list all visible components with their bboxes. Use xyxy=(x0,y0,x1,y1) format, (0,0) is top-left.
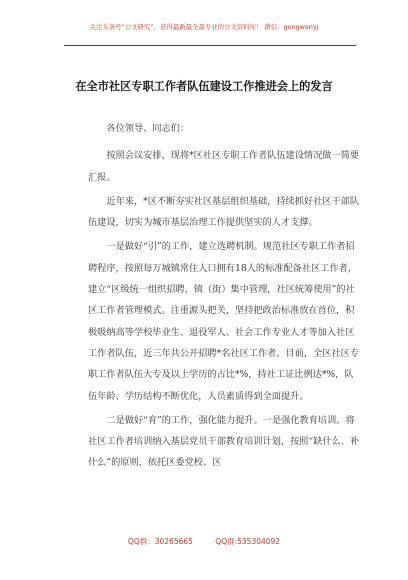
document-body xyxy=(88,118,360,477)
header-promo-note: 关注头条号“公文研究”，获得最新最全最专业的公文资料库！ 微信：gongwenyj xyxy=(89,23,319,31)
footer-qq-groups xyxy=(0,536,408,547)
body-paragraph: 按照会议安排，现将*区社区专职工作者队伍建设情况做一简要汇报。 xyxy=(88,150,360,183)
body-paragraph: 二是做好“育”的工作，强化能力提升。一是强化教育培训。将社区工作者培训纳入基层党员干部教育培训计划，按照“缺什么、补什么”的原则，依托区委党校、区 xyxy=(88,414,360,469)
footer-qq-group-2: QQ群:535304092 xyxy=(215,537,281,546)
body-paragraph: 近年来，*区不断夯实社区基层组织基础，持续抓好社区干部队伍建设，切实为城市基层治理工作提供坚实的人才支撑。 xyxy=(88,195,360,229)
header-divider xyxy=(64,45,356,46)
body-paragraph: 一是做好“引”的工作，建立选聘机制。规范社区专职工作者招聘程序，按照每万城镇常住人口拥有18人的标准配备社区工作者，建立“区级统一组织招聘，镇（街）集中管理，社区统筹使用”的社区工作者管理模式。注重源头把关，坚持把政治标准放在首位，积极吸纳高等学校毕业生、退役军人、社会工作专业人才等加入社区工作者队伍，近三年共公开招聘*名社区工作者，目前，全区社区专职工作者队伍大专及以上学历的占比*%，持社工证比例达*%，队伍年龄、学历结构不断优化，人员素质得到全面提升。 xyxy=(88,241,360,402)
footer-qq-group-1: QQ群：30265665 xyxy=(127,537,193,546)
document-title: 在全市社区专职工作者队伍建设工作推进会上的发言 xyxy=(75,80,333,93)
salutation-paragraph: 各位领导、同志们： xyxy=(106,123,190,134)
